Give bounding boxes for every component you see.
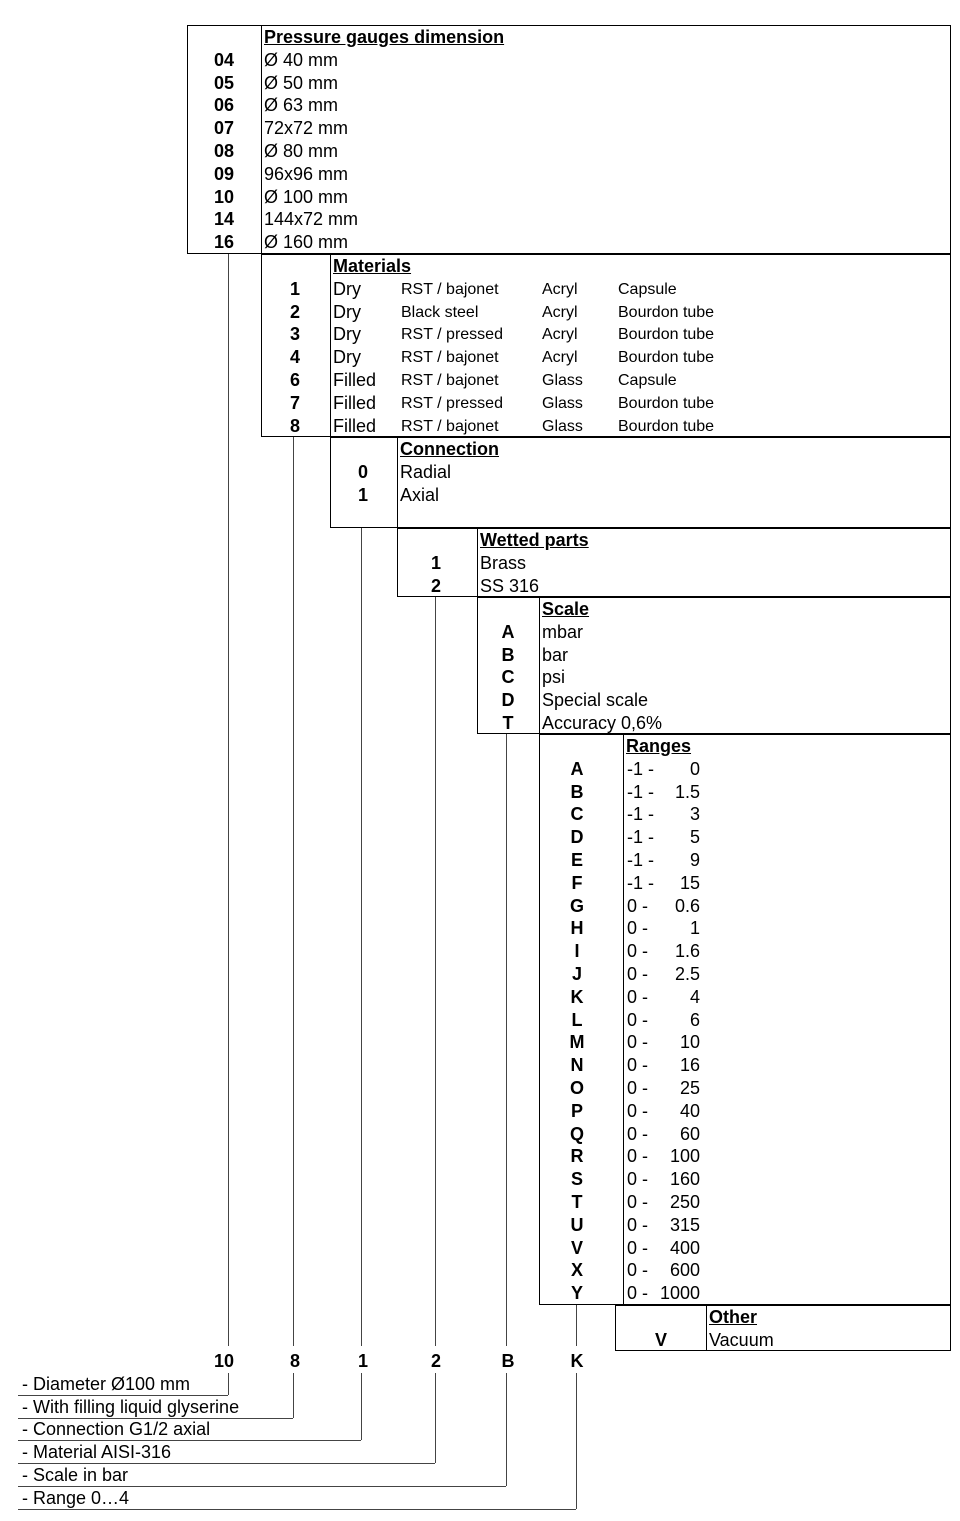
dimension-code: 16	[213, 232, 235, 253]
scale-desc: Special scale	[542, 690, 649, 711]
connection-desc: Axial	[400, 484, 440, 505]
scale-desc: psi	[542, 667, 566, 688]
wetted-divider	[477, 528, 478, 597]
materials-fill: Filled	[333, 415, 377, 436]
materials-fill: Dry	[333, 324, 361, 345]
materials-fill: Filled	[333, 370, 377, 390]
note-leader-vertical	[435, 1373, 436, 1463]
materials-element: Bourdon tube	[618, 394, 715, 412]
scale-desc: bar	[542, 644, 569, 665]
ranges-code: G	[569, 895, 584, 916]
connector-line	[293, 437, 294, 1346]
other-divider	[706, 1305, 707, 1351]
ranges-code: X	[570, 1260, 583, 1281]
range-from: -1 -	[627, 804, 654, 825]
range-to: 1.5	[674, 781, 700, 802]
range-to: 1000	[659, 1283, 700, 1304]
scale-code: B	[501, 644, 515, 665]
range-to: 600	[669, 1260, 700, 1281]
connection-code: 1	[357, 484, 368, 505]
ranges-code: E	[570, 850, 583, 870]
materials-case: RST / bajonet	[401, 280, 499, 298]
range-to: 4	[689, 986, 700, 1007]
ranges-code: H	[570, 918, 584, 939]
range-to: 40	[679, 1100, 700, 1121]
range-to: 1.6	[674, 941, 700, 962]
connector-line	[435, 597, 436, 1346]
ranges-box	[539, 734, 951, 1305]
dimension-divider	[261, 25, 262, 254]
ranges-code: R	[570, 1146, 584, 1167]
other-code: V	[654, 1329, 667, 1350]
materials-case: RST / bajonet	[401, 417, 499, 435]
range-from: 0 -	[627, 918, 649, 939]
connector-line	[361, 528, 362, 1346]
ranges-code: T	[571, 1192, 583, 1212]
ranges-code: L	[571, 1009, 583, 1030]
range-to: 9	[689, 850, 700, 870]
range-to: 25	[679, 1078, 700, 1098]
example-code: B	[501, 1351, 515, 1371]
dimension-code: 09	[213, 163, 235, 184]
note-leader-vertical	[361, 1373, 362, 1440]
dimension-desc: Ø 80 mm	[264, 141, 339, 161]
range-to: 0	[689, 758, 700, 779]
range-from: 0 -	[627, 941, 649, 962]
materials-element: Bourdon tube	[618, 326, 715, 344]
connector-line	[506, 734, 507, 1346]
ranges-code: P	[570, 1100, 583, 1121]
example-note: - Connection G1/2 axial	[22, 1419, 211, 1439]
materials-code: 7	[289, 392, 300, 413]
scale-desc: Accuracy 0,6%	[542, 713, 663, 733]
materials-window: Glass	[542, 372, 583, 389]
range-to: 10	[679, 1032, 700, 1053]
range-to: 5	[689, 827, 700, 848]
range-from: 0 -	[627, 1123, 649, 1144]
dimension-desc: Ø 50 mm	[264, 72, 339, 93]
connection-divider	[397, 437, 398, 528]
range-to: 60	[679, 1123, 700, 1144]
wetted-code: 2	[430, 575, 441, 596]
example-code: 8	[289, 1351, 300, 1371]
dimension-desc: Ø 63 mm	[264, 95, 339, 116]
materials-fill: Filled	[333, 392, 377, 413]
materials-code: 2	[289, 301, 300, 322]
scale-title: Scale	[542, 599, 590, 619]
range-from: 0 -	[627, 1283, 649, 1304]
materials-element: Bourdon tube	[618, 349, 715, 367]
wetted-desc: Brass	[480, 552, 527, 573]
dimension-desc: 144x72 mm	[264, 209, 359, 230]
dimension-desc: 96x96 mm	[264, 163, 349, 184]
range-from: -1 -	[627, 781, 654, 802]
range-from: 0 -	[627, 986, 649, 1007]
note-leader	[18, 1509, 576, 1510]
ranges-divider	[623, 734, 624, 1305]
ranges-code: Q	[569, 1123, 584, 1144]
range-from: 0 -	[627, 1100, 649, 1121]
materials-element: Bourdon tube	[618, 417, 715, 435]
range-from: 0 -	[627, 1260, 649, 1281]
materials-element: Capsule	[618, 280, 677, 298]
ranges-code: D	[570, 827, 584, 848]
wetted-desc: SS 316	[480, 575, 540, 596]
range-from: 0 -	[627, 895, 649, 916]
example-code: K	[570, 1351, 584, 1371]
materials-case: RST / bajonet	[401, 372, 499, 389]
range-from: 0 -	[627, 1055, 649, 1076]
other-title: Other	[709, 1307, 758, 1327]
example-note: - Diameter Ø100 mm	[22, 1374, 191, 1394]
range-to: 15	[679, 872, 700, 893]
range-from: -1 -	[627, 872, 654, 893]
range-from: 0 -	[627, 1214, 649, 1235]
ranges-code: B	[570, 781, 584, 802]
note-leader-vertical	[228, 1373, 229, 1395]
example-note: - Range 0…4	[22, 1488, 130, 1508]
dimension-code: 08	[213, 141, 235, 161]
dimension-code: 06	[213, 95, 235, 116]
ranges-code: F	[571, 872, 583, 893]
connector-line	[576, 1305, 577, 1346]
range-to: 6	[689, 1009, 700, 1030]
range-to: 100	[669, 1146, 700, 1167]
range-from: 0 -	[627, 1009, 649, 1030]
dimension-code: 14	[213, 209, 235, 230]
dimension-desc: Ø 40 mm	[264, 49, 339, 70]
scale-code: C	[501, 667, 515, 688]
wetted-code: 1	[430, 552, 441, 573]
other-desc: Vacuum	[709, 1329, 774, 1350]
dimension-desc: 72x72 mm	[264, 118, 349, 139]
materials-title: Materials	[333, 256, 412, 276]
ranges-code: K	[570, 986, 584, 1007]
range-to: 16	[679, 1055, 700, 1076]
materials-window: Glass	[542, 417, 583, 435]
dimension-desc: Ø 100 mm	[264, 186, 349, 207]
dimension-code: 05	[213, 72, 235, 93]
dimension-code: 04	[213, 49, 235, 70]
note-leader-vertical	[293, 1373, 294, 1418]
connection-code: 0	[357, 461, 368, 482]
materials-case: RST / pressed	[401, 394, 503, 412]
range-to: 250	[669, 1192, 700, 1212]
scale-desc: mbar	[542, 621, 584, 642]
ranges-code: A	[570, 758, 584, 779]
scale-code: D	[501, 690, 515, 711]
materials-divider	[330, 254, 331, 437]
scale-code: A	[501, 621, 515, 642]
range-to: 1	[689, 918, 700, 939]
materials-window: Acryl	[542, 349, 578, 367]
range-to: 3	[689, 804, 700, 825]
range-to: 400	[669, 1237, 700, 1258]
range-to: 0.6	[674, 895, 700, 916]
ranges-code: C	[570, 804, 584, 825]
ranges-code: V	[570, 1237, 583, 1258]
materials-window: Acryl	[542, 280, 578, 298]
materials-element: Bourdon tube	[618, 303, 715, 321]
connection-title: Connection	[400, 439, 499, 459]
range-to: 160	[669, 1169, 700, 1190]
materials-case: RST / pressed	[401, 326, 503, 344]
ranges-code: M	[569, 1032, 585, 1053]
materials-case: Black steel	[401, 303, 479, 321]
materials-code: 3	[289, 324, 300, 345]
range-from: 0 -	[627, 1146, 649, 1167]
example-note: - Scale in bar	[22, 1465, 129, 1485]
materials-window: Glass	[542, 394, 583, 412]
ranges-code: O	[569, 1078, 584, 1098]
example-note: - Material AISI-316	[22, 1442, 172, 1462]
materials-code: 4	[289, 347, 300, 368]
range-from: 0 -	[627, 1032, 649, 1053]
range-from: 0 -	[627, 964, 649, 984]
range-to: 2.5	[674, 964, 700, 984]
ranges-code: J	[571, 964, 582, 984]
ranges-code: Y	[570, 1283, 583, 1304]
note-leader-vertical	[576, 1373, 577, 1509]
ranges-code: S	[570, 1169, 583, 1190]
materials-window: Acryl	[542, 303, 578, 321]
connection-desc: Radial	[400, 461, 452, 482]
range-from: 0 -	[627, 1078, 649, 1098]
range-from: 0 -	[627, 1192, 649, 1212]
materials-code: 1	[289, 278, 300, 299]
range-to: 315	[669, 1214, 700, 1235]
ranges-title: Ranges	[626, 736, 692, 756]
example-code: 2	[430, 1351, 441, 1371]
materials-fill: Dry	[333, 347, 361, 368]
range-from: -1 -	[627, 827, 654, 848]
range-from: -1 -	[627, 758, 654, 779]
dimension-title: Pressure gauges dimension	[264, 27, 505, 47]
materials-fill: Dry	[333, 278, 361, 299]
range-from: -1 -	[627, 850, 654, 870]
dimension-code: 10	[213, 186, 235, 207]
example-code: 10	[213, 1351, 235, 1371]
note-leader-vertical	[506, 1373, 507, 1486]
ranges-code: U	[570, 1214, 584, 1235]
materials-case: RST / bajonet	[401, 349, 499, 367]
range-from: 0 -	[627, 1237, 649, 1258]
example-code: 1	[357, 1351, 368, 1371]
materials-code: 8	[289, 415, 300, 436]
dimension-code: 07	[213, 118, 235, 139]
connector-line	[228, 254, 229, 1346]
ranges-code: N	[570, 1055, 584, 1076]
scale-code: T	[502, 713, 514, 733]
materials-element: Capsule	[618, 372, 677, 389]
range-from: 0 -	[627, 1169, 649, 1190]
scale-divider	[539, 597, 540, 734]
materials-window: Acryl	[542, 326, 578, 344]
dimension-desc: Ø 160 mm	[264, 232, 349, 253]
wetted-title: Wetted parts	[480, 530, 589, 550]
materials-code: 6	[289, 370, 300, 390]
ranges-code: I	[574, 941, 580, 962]
materials-fill: Dry	[333, 301, 361, 322]
example-note: - With filling liquid glyserine	[22, 1397, 240, 1417]
